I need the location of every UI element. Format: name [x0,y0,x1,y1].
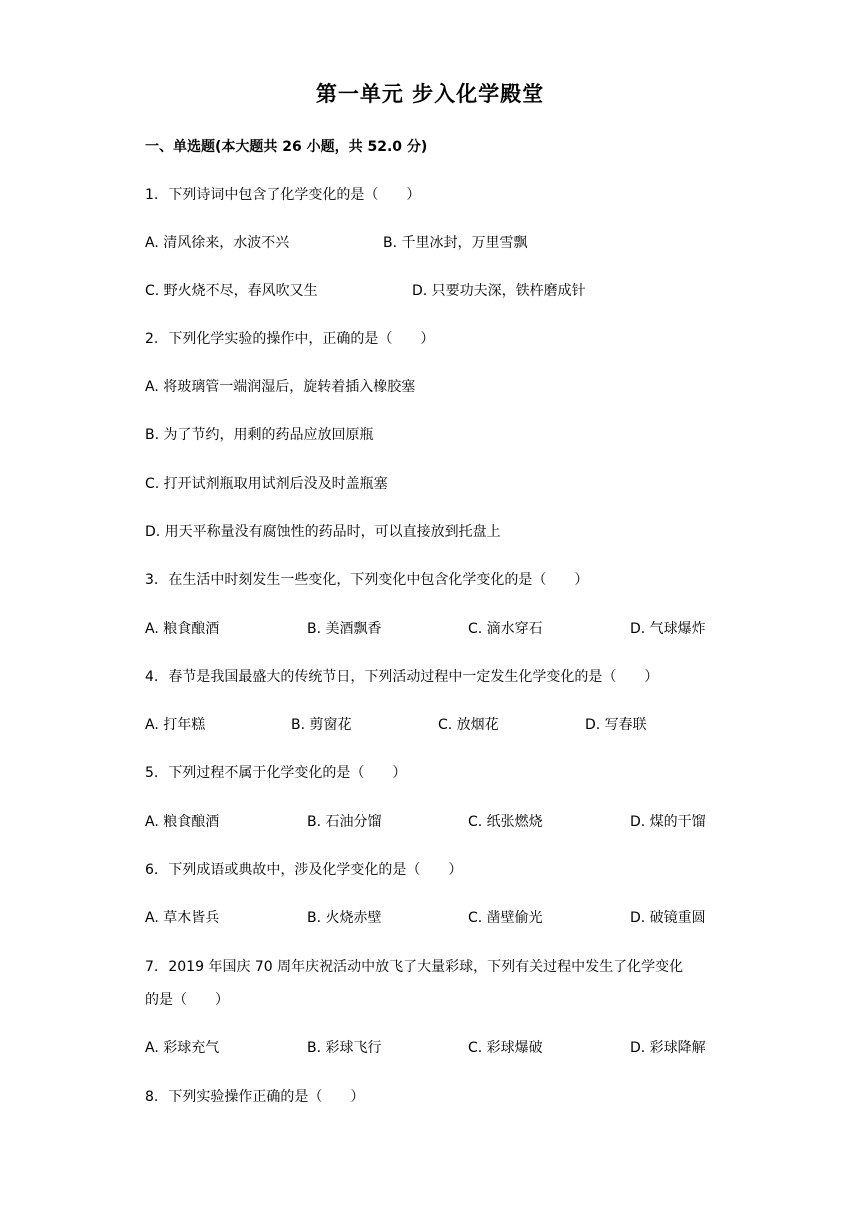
question-4-option-c: C. 放烟花 [438,717,499,733]
question-3-option-a: A. 粮食酿酒 [145,621,220,637]
question-1-option-b: B. 千里冰封，万里雪飘 [383,235,528,251]
question-number: 2. [145,331,159,347]
question-number: 5. [145,765,159,781]
question-6-stem [145,859,462,881]
question-2-option-b: B. 为了节约，用剩的药品应放回原瓶 [145,427,374,443]
question-number: 3. [145,572,159,588]
question-3-option-c: C. 滴水穿石 [468,621,543,637]
question-5-option-d: D. 煤的干馏 [630,814,706,830]
question-7-option-d: D. 彩球降解 [630,1040,706,1056]
question-2-option-d: D. 用天平称量没有腐蚀性的药品时，可以直接放到托盘上 [145,524,501,540]
question-3-stem [145,569,588,591]
question-8-stem [145,1086,364,1108]
question-4-option-d: D. 写春联 [585,717,647,733]
question-text: 下列实验操作正确的是（ ） [168,1089,365,1105]
question-text: 下列化学实验的操作中，正确的是（ ） [168,331,435,347]
question-2-option-a: A. 将玻璃管一端润湿后，旋转着插入橡胶塞 [145,379,416,395]
question-1-option-c: C. 野火烧不尽，春风吹又生 [145,283,318,299]
question-1-option-a: A. 清风徐来，水波不兴 [145,235,290,251]
question-text: 下列诗词中包含了化学变化的是（ ） [168,187,421,203]
question-text: 下列成语或典故中，涉及化学变化的是（ ） [168,862,463,878]
question-5-option-a: A. 粮食酿酒 [145,814,220,830]
question-text: 2019 年国庆 70 周年庆祝活动中放飞了大量彩球，下列有关过程中发生了化学变化 [168,959,684,975]
question-4-option-b: B. 剪窗花 [291,717,352,733]
question-number: 8. [145,1089,159,1105]
question-6-option-d: D. 破镜重圆 [630,910,706,926]
question-6-option-b: B. 火烧赤壁 [307,910,382,926]
section-heading: 一、单选题(本大题共 26 小题，共 52.0 分) [145,139,428,155]
question-3-option-b: B. 美酒飘香 [307,621,382,637]
question-1-option-d: D. 只要功夫深，铁杵磨成针 [412,283,586,299]
question-number: 7. [145,959,159,975]
question-text: 下列过程不属于化学变化的是（ ） [168,765,407,781]
question-1-stem [145,184,420,206]
question-3-option-d: D. 气球爆炸 [630,621,706,637]
question-4-stem [145,666,658,688]
question-4-option-a: A. 打年糕 [145,717,206,733]
page-title: 第一单元 步入化学殿堂 [315,82,545,106]
question-7-stem-continued: 的是（ ） [145,992,229,1008]
question-text: 在生活中时刻发生一些变化，下列变化中包含化学变化的是（ ） [168,572,589,588]
question-6-option-a: A. 草木皆兵 [145,910,220,926]
question-6-option-c: C. 凿壁偷光 [468,910,543,926]
question-number: 4. [145,669,159,685]
question-7-option-c: C. 彩球爆破 [468,1040,543,1056]
question-number: 6. [145,862,159,878]
question-2-option-c: C. 打开试剂瓶取用试剂后没及时盖瓶塞 [145,476,388,492]
question-5-option-c: C. 纸张燃烧 [468,814,543,830]
question-7-stem [145,956,683,978]
question-7-option-a: A. 彩球充气 [145,1040,220,1056]
question-text: 春节是我国最盛大的传统节日，下列活动过程中一定发生化学变化的是（ ） [168,669,659,685]
question-2-stem [145,328,434,350]
question-5-option-b: B. 石油分馏 [307,814,382,830]
question-5-stem [145,762,406,784]
question-7-option-b: B. 彩球飞行 [307,1040,382,1056]
question-number: 1. [145,187,159,203]
